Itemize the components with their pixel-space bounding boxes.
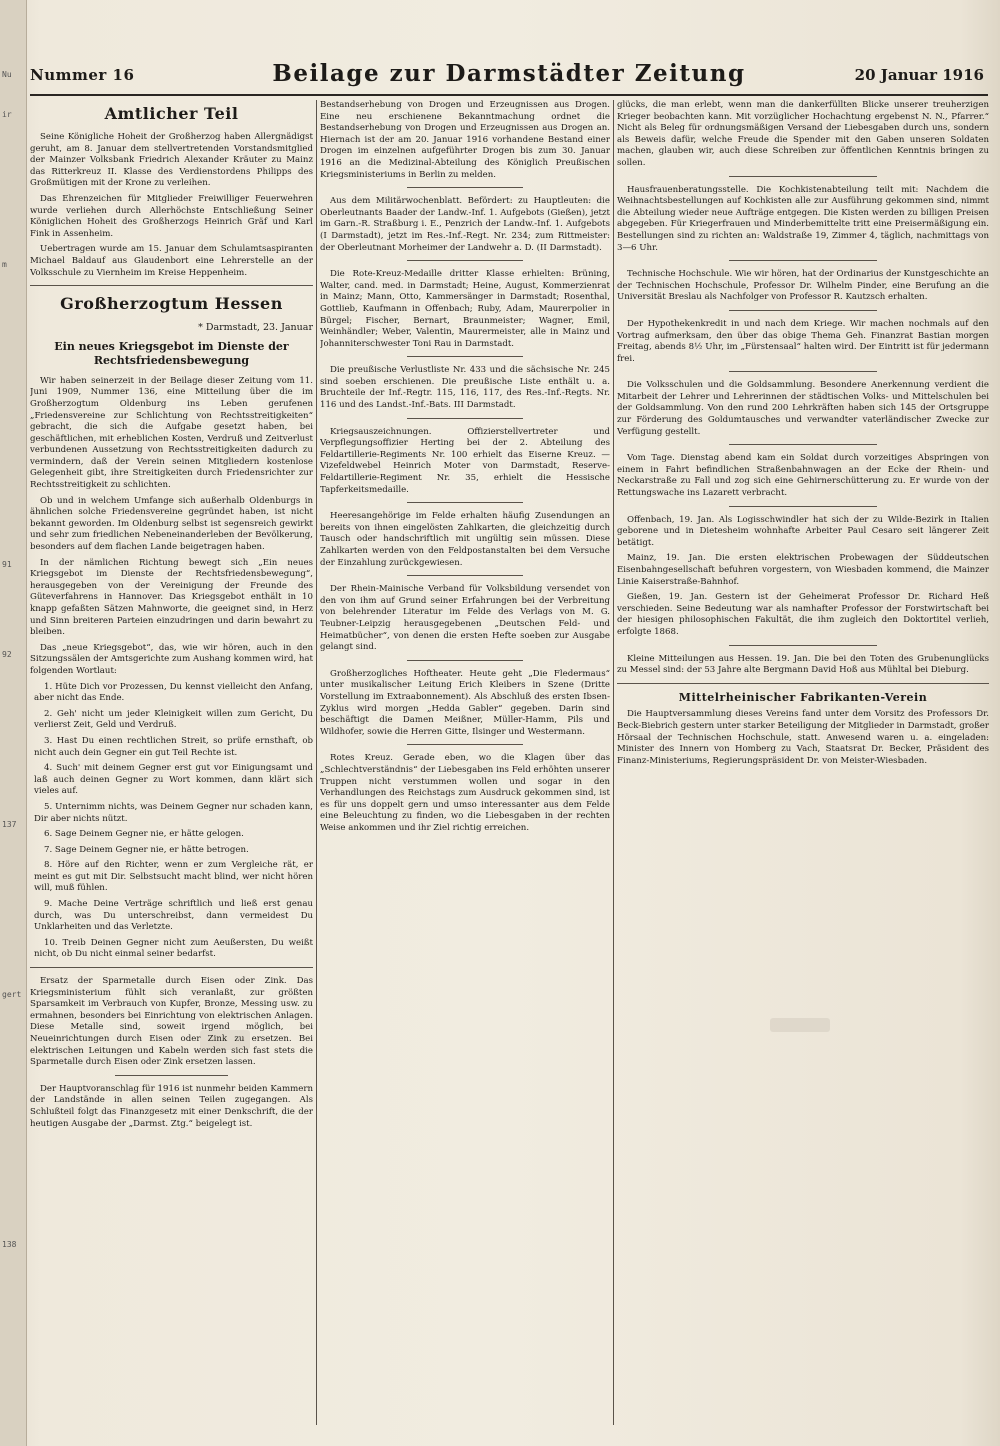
adjacent-page-edge: Nu ir m 91 92 137 gert 138 bbox=[0, 0, 27, 1446]
article-paragraph: Kriegsauszeichnungen. Offizierstellvertreter und Verpflegungsoffizier Herting bei der 2. Abteilung des Feldartillerie-Regiments Nr. 100 erhielt das Eiserne Kreuz. — Vizefeldwebel Heinrich Moter von Darmstadt, Reserve-Feldartillerie-Regiment Nr. 35, erhielt die Hessische Tapferkeitsmedaille. bbox=[320, 426, 610, 495]
article-paragraph: Kleine Mitteilungen aus Hessen. 19. Jan. Die bei den Toten des Grubenunglücks zu Messel sind: der 53 Jahre alte Bergmann David Hoß aus Mühltal bei Dieburg. bbox=[617, 653, 989, 676]
list-item: 8. Höre auf den Richter, wenn er zum Vergleiche rät, er meint es gut mit Dir. Selbstsucht macht blind, wer nicht hören will, muß fühlen. bbox=[34, 860, 313, 894]
divider bbox=[407, 356, 523, 357]
newspaper-title: Beilage zur Darmstädter Zeitung bbox=[272, 60, 746, 87]
divider bbox=[407, 502, 523, 503]
list-item: 7. Sage Deinem Gegner nie, er hätte betrogen. bbox=[44, 844, 249, 855]
article-headline: Ein neues Kriegsgebot im Dienste der Rechtsfriedensbewegung bbox=[54, 339, 289, 367]
article-paragraph: Die preußische Verlustliste Nr. 433 und die sächsische Nr. 245 sind soeben erschienen. Die preußische Liste enthält u. a. Bruchteile der Inf.-Regtr. 115, 116, 117, des Res.-Inf.-Regts. Nr. 116 und des Landst.-Inf.-Bats. III Darmstadt. bbox=[320, 365, 610, 411]
column-2 bbox=[320, 100, 610, 1430]
column-3 bbox=[617, 100, 989, 1430]
list-item: 2. Geh' nicht um jeder Kleinigkeit willen zum Gericht, Du verlierst Zeit, Geld und Verdruß. bbox=[34, 708, 313, 731]
list-item: 5. Unternimm nichts, was Deinem Gegner nur schaden kann, Dir aber nichts nützt. bbox=[34, 801, 313, 824]
article-paragraph: Der Hauptvoranschlag für 1916 ist nunmehr beiden Kammern der Landstände in allen seinen Teilen zugegangen. Als Schlußteil folgt das Finanzgesetz mit einer Denkschrift, die der heutigen Ausgabe der „Darmst. Ztg.“ beigelegt ist. bbox=[30, 1083, 313, 1129]
article-paragraph: Das Ehrenzeichen für Mitglieder Freiwilliger Feuerwehren wurde verliehen durch Allerhöchste Entschließung Seiner Königlichen Hoheit des Großherzogs Heinrich Gräf und Karl Fink in Assenheim. bbox=[30, 193, 313, 239]
list-item: 1. Hüte Dich vor Prozessen, Du kennst vielleicht den Anfang, aber nicht das Ende. bbox=[34, 681, 313, 704]
article-paragraph: Technische Hochschule. Wie wir hören, hat der Ordinarius der Kunstgeschichte an der Technischen Hochschule, Professor Dr. Wilhelm Pinder, eine Berufung an die Universität Breslau als Nachfolger von Professor R. Kautzsch erhalten. bbox=[617, 269, 989, 303]
article-paragraph: In der nämlichen Richtung bewegt sich „Ein neues Kriegsgebot im Dienste der Rechtsfriedensbewegung“, herausgegeben von der Vereinigung der Freunde des Güteverfahrens in Hannover. Das Kriegsgebot enthält in 10 knapp gefaßten Sätzen Mahnworte, die geeignet sind, in Herz und Sinn breiteren Parteien einzudringen und darin bewahrt zu bleiben. bbox=[30, 557, 313, 638]
paper-stain bbox=[770, 1018, 830, 1032]
issue-date: 20 Januar 1916 bbox=[854, 66, 984, 84]
article-paragraph: Offenbach, 19. Jan. Als Logisschwindler hat sich der zu Wilde-Bezirk in Italien geborene und in Dietesheim wohnhafte Arbeiter Paul Cesaro seit längerer Zeit betätigt. bbox=[617, 514, 989, 548]
divider bbox=[729, 310, 878, 311]
article-paragraph: Der Hypothekenkredit in und nach dem Kriege. Wir machen nochmals auf den Vortrag aufmerksam, den über das obige Thema Geh. Finanzrat Bastian morgen Freitag, abends 8½ Uhr, im „Fürstensaal“ halten wird. Der Eintritt ist für jedermann frei. bbox=[617, 318, 989, 364]
list-item: 6. Sage Deinem Gegner nie, er hätte gelogen. bbox=[44, 829, 244, 840]
article-paragraph: Bestandserhebung von Drogen und Erzeugnissen aus Drogen. Eine neu erschienene Bekanntmachung ordnet die Bestandserhebung von Drogen und Erzeugnissen aus Drogen an. Hiernach ist der am 20. Januar 1916 vorhandene Bestand einer Drogen im einzelnen aufgeführter Drogen bis zum 30. Januar 1916 an die Medizinal-Abteilung des Königlich Preußischen Kriegsministeriums in Berlin zu melden. bbox=[320, 100, 610, 180]
article-paragraph: Mainz, 19. Jan. Die ersten elektrischen Probewagen der Süddeutschen Eisenbahngesellschaft befuhren vorgestern, von Wiesbaden kommend, die Mainzer Linie Kaiserstraße-Bahnhof. bbox=[617, 553, 989, 587]
divider bbox=[729, 371, 878, 372]
article-paragraph: Die Rote-Kreuz-Medaille dritter Klasse erhielten: Brüning, Walter, cand. med. in Darmstadt; Heine, August, Kommerzienrat in Mainz; Mann, Otto, Kammersänger in Darmstadt; Rosenthal, Gottlieb, Kaufmann in Offenbach; Ruby, Adam, Maurerpolier in Bürgel; Fischer, Bernart, Braunmeister; Wagner, Emil, Weinhändler; Weber, Valentin, Maurermeister, alle in Mainz und Johanniterschwester Toni Rau in Darmstadt. bbox=[320, 269, 610, 349]
paper-stain bbox=[200, 1030, 250, 1050]
article-paragraph: Gießen, 19. Jan. Gestern ist der Geheimerat Professor Dr. Richard Heß verschieden. Seine Bedeutung war als namhafter Professor der Forstwirtschaft bei der hiesigen philosophischen Fakultät, die ihm zugleich den Doktortitel verlieh, erfolgte 1868. bbox=[617, 592, 989, 637]
article-paragraph: Uebertragen wurde am 15. Januar dem Schulamtsaspiranten Michael Baldauf aus Glaudenbort eine Lehrerstelle an der Volksschule zu Viernheim im Kreise Heppenheim. bbox=[30, 244, 313, 278]
article-paragraph: Heeresangehörige im Felde erhalten häufig Zusendungen an bereits von ihnen eingelösten Zahlkarten, die gleichzeitig durch Tausch oder handschriftlich mit ungültig sein müssen. Diese Zahlkarten werden von den Feldpostanstalten bei dem Versuche der Einzahlung zurückgewiesen. bbox=[320, 511, 610, 568]
divider bbox=[729, 260, 878, 261]
list-item: 10. Treib Deinen Gegner nicht zum Aeußersten, Du weißt nicht, ob Du nicht einmal seiner bedarfst. bbox=[34, 937, 313, 960]
column-1 bbox=[30, 100, 313, 1430]
list-item: 3. Hast Du einen rechtlichen Streit, so prüfe ernsthaft, ob nicht auch dein Gegner ein gut Teil Rechte ist. bbox=[34, 735, 313, 758]
article-paragraph: Rotes Kreuz. Gerade eben, wo die Klagen über das „Schlechtverständnis“ der Liebesgaben ins Feld erhöhten unserer Truppen nicht verstummen wollen und sogar in den Verhandlungen des Reichstags zum Ausdruck gekommen sind, ist es für uns doppelt gern und umso interessanter aus dem Felde eine Beleuchtung zu finden, wo die Liebesgaben in der rechten Weise ankommen und ihr Ziel richtig erreichen. bbox=[320, 753, 610, 833]
divider bbox=[729, 444, 878, 445]
divider bbox=[407, 187, 523, 188]
article-paragraph: glücks, die man erlebt, wenn man die dankerfüllten Blicke unserer treuherzigen Krieger beobachten kann. Mit vorzüglicher Hochachtung ergebenst N. N., Pfarrer.“ Nicht als Beleg für ordnungsmäßigen Versand der Liebesgaben durch uns, sondern als Beweis dafür, welche Freude die Spender mit den Gaben unseren Soldaten machen, glauben wir, auch diese Schreiben zur öffentlichen Kenntnis bringen zu sollen. bbox=[617, 100, 989, 168]
article-paragraph: Aus dem Militärwochenblatt. Befördert: zu Hauptleuten: die Oberleutnants Baader der Landw.-Inf. 1. Aufgebots (Gießen), jetzt im Garn.-R. Straßburg i. E., Penzrich der Landw.-Inf. 1. Aufgebots (I Darmstadt), jetzt im Res.-Inf.-Regt. Nr. 234; zum Rittmeister: der Oberleutnant Morheimer der Landwehr a. D. (II Darmstadt). bbox=[320, 196, 610, 253]
dateline: * Darmstadt, 23. Januar bbox=[198, 322, 313, 334]
article-paragraph: Der Rhein-Mainische Verband für Volksbildung versendet von den von ihm auf Grund seiner Erfahrungen bei der Verbreitung von belehrender Literatur im Felde des Verlags von M. G. Teubner-Leipzig herausgegebenen „Deutschen Feld- und Heimatbücher“, von denen die ersten Hefte soeben zur Ausgabe gelangt sind. bbox=[320, 584, 610, 653]
list-item: 9. Mache Deine Verträge schriftlich und ließ erst genau durch, was Du unterschreibst, dann vermeidest Du Unklarheiten und das Verletzte. bbox=[34, 899, 313, 933]
divider bbox=[407, 744, 523, 745]
article-paragraph: Seine Königliche Hoheit der Großherzog haben Allergnädigst geruht, am 8. Januar dem stellvertretenden Vorstandsmitglied der Mainzer Volksbank Friedrich Alexander Kräuter zu Mainz das Ritterkreuz II. Klasse des Verdienstordens Philipps des Großmütigen mit der Krone zu verleihen. bbox=[30, 132, 313, 189]
divider bbox=[30, 285, 313, 286]
article-paragraph: Die Hauptversammlung dieses Vereins fand unter dem Vorsitz des Professors Dr. Beck-Biebrich gestern unter starker Beteiligung der Mitglieder in Darmstadt, großer Hörsaal der Technischen Hochschule, statt. Anwesend waren u. a. eingeladen: Minister des Innern von Homberg zu Vach, Staatsrat Dr. Becker, Präsident des Finanz-Ministeriums, Regierungspräsident Dr. von Meister-Wiesbaden. bbox=[617, 709, 989, 766]
article-paragraph: Hausfrauenberatungsstelle. Die Kochkistenabteilung teilt mit: Nachdem die Weihnachtsbestellungen auf Kochkisten alle zur Ausführung gekommen sind, nimmt die Abteilung wieder neue Aufträge entgegen. Die Kisten werden zu billigen Preisen abgegeben. Für Kriegerfrauen und Minderbemittelte tritt eine Preisermäßigung ein. Bestellungen sind zu richten an: Waldstraße 19, Zimmer 4, täglich, nachmittags von 3—6 Uhr. bbox=[617, 184, 989, 253]
column-rule bbox=[613, 100, 614, 1425]
article-paragraph: Großherzogliches Hoftheater. Heute geht „Die Fledermaus“ unter musikalischer Leitung Erich Kleibers in Szene (Dritte Vorstellung im Extraabonnement). Als Abschluß des ersten Ibsen-Zyklus wird morgen „Hedda Gabler“ gegeben. Darin sind beschäftigt die Damen Meißner, Müller-Hamm, Pils und Wildhofer, sowie die Herren Gitte, Ilsinger und Westermann. bbox=[320, 668, 610, 737]
divider bbox=[407, 575, 523, 576]
article-paragraph: Vom Tage. Dienstag abend kam ein Soldat durch vorzeitiges Abspringen von einem in Fahrt befindlichen Straßenbahnwagen an der Ecke der Rhein- und Neckarstraße zu Fall und zog sich eine Gehirnerschütterung zu. Er wurde von der Rettungswache ins Lazarett verbracht. bbox=[617, 453, 989, 499]
divider bbox=[115, 1075, 228, 1076]
masthead bbox=[30, 60, 988, 96]
divider bbox=[407, 660, 523, 661]
section-title-hessen: Großherzogtum Hessen bbox=[60, 294, 283, 314]
divider bbox=[729, 645, 878, 646]
divider bbox=[407, 260, 523, 261]
article-paragraph: Das „neue Kriegsgebot“, das, wie wir hören, auch in den Sitzungssälen der Amtsgerichte zum Aushang kommen wird, hat folgenden Wortlaut: bbox=[30, 642, 313, 676]
divider bbox=[729, 506, 878, 507]
list-item: 4. Such' mit deinem Gegner erst gut vor Einigungsamt und laß auch deinen Gegner zu Wort kommen, dann klärt sich vieles auf. bbox=[34, 763, 313, 797]
divider bbox=[407, 418, 523, 419]
article-paragraph: Die Volksschulen und die Goldsammlung. Besondere Anerkennung verdient die Mitarbeit der Lehrer und Lehrerinnen der städtischen Volks- und Mittelschulen bei der Goldsammlung. Von den rund 200 Lehrkräften haben sich 145 der Ortsgruppe zur Förderung des Goldumtausches und verwandter vaterländischer Zwecke zur Verfügung gestellt. bbox=[617, 380, 989, 437]
divider bbox=[617, 683, 989, 684]
divider bbox=[30, 967, 313, 968]
article-headline: Mittelrheinischer Fabrikanten-Verein bbox=[678, 690, 928, 704]
article-paragraph: Wir haben seinerzeit in der Beilage dieser Zeitung vom 11. Juni 1909, Nummer 136, eine Mitteilung über die im Großherzogtum Oldenburg ins Leben gerufenen „Friedensvereine zur Schlichtung von Rechtsstreitigkeiten“ gebracht, die sich die Aufgabe gesetzt haben, bei geschäftlichen, mit erheblichen Kosten, Verdruß und Zeitverlust verbundenen Aussetzung von Rechtsstreitigkeiten dadurch zu vermindern, daß der Verein seinen Mitgliedern kostenlose Gelegenheit gibt, ihre Streitigkeiten durch Friedensrichter zur Rechtsstreitigkeit zu schlichten. bbox=[30, 375, 313, 491]
divider bbox=[729, 176, 878, 177]
issue-number: Nummer 16 bbox=[30, 66, 135, 84]
column-rule bbox=[316, 100, 317, 1425]
article-paragraph: Ersatz der Sparmetalle durch Eisen oder Zink. Das Kriegsministerium fühlt sich veranlaßt, zur größten Sparsamkeit im Verbrauch von Kupfer, Bronze, Messing usw. zu ermahnen, besonders bei Einrichtung von elektrischen Anlagen. Diese Metalle sind, soweit irgend möglich, bei Neueinrichtungen durch Eisen oder Zink zu ersetzen. Bei elektrischen Leitungen und Kabeln werden sich fast stets die Sparmetalle durch Eisen oder Zink ersetzen lassen. bbox=[30, 976, 313, 1068]
section-title-amtlicher-teil: Amtlicher Teil bbox=[104, 104, 239, 123]
article-paragraph: Ob und in welchem Umfange sich außerhalb Oldenburgs in ähnlichen solche Friedensvereine gegründet haben, ist nicht bekannt geworden. Im Oldenburg selbst ist segensreich gewirkt und sehr zum friedlichen Nebeneinanderleben der Bevölkerung, besonders auf dem flachen Lande beigetragen haben. bbox=[30, 495, 313, 553]
